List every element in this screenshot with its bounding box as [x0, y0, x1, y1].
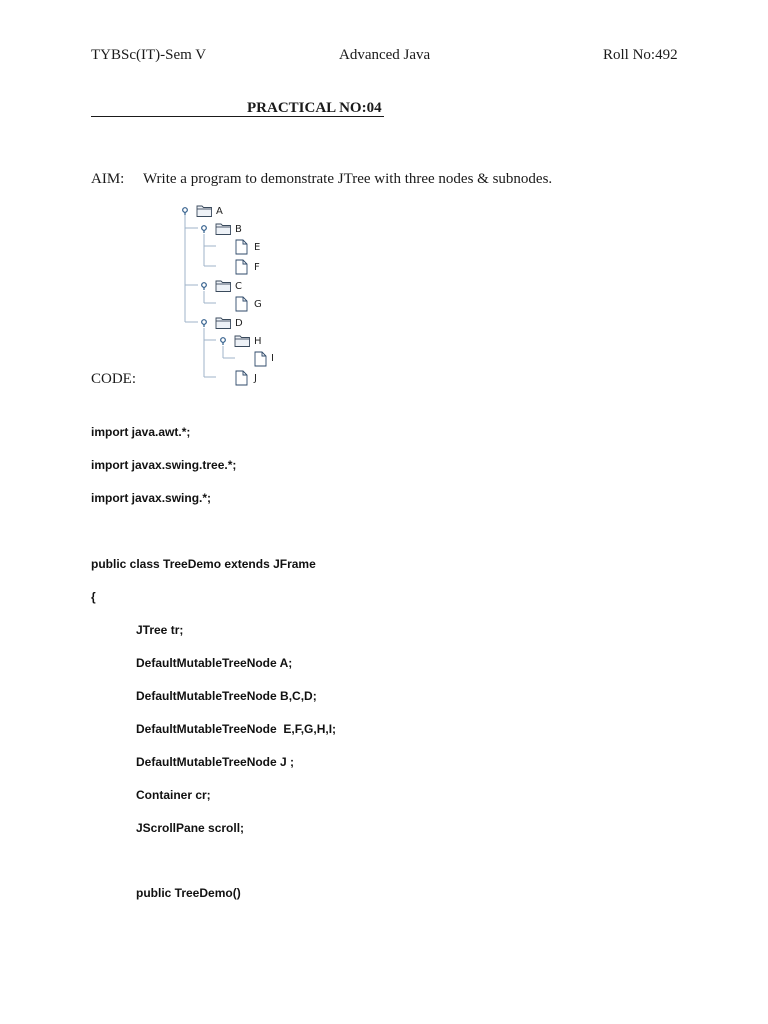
- jtree-figure: [170, 200, 290, 390]
- code-label: CODE:: [91, 371, 136, 387]
- document-icon: [236, 297, 247, 311]
- leaf-icons: [236, 240, 266, 385]
- code-line: DefaultMutableTreeNode B,C,D;: [136, 689, 317, 703]
- document-icon: [236, 371, 247, 385]
- tree-node-label: A: [216, 206, 223, 217]
- code-line: public TreeDemo(): [136, 886, 241, 900]
- code-line: JScrollPane scroll;: [136, 821, 245, 835]
- code-line: DefaultMutableTreeNode A;: [136, 656, 293, 670]
- tree-node-label: I: [271, 353, 274, 364]
- code-line: public class TreeDemo extends JFrame: [91, 557, 316, 571]
- aim-label: AIM:: [91, 171, 125, 187]
- tree-node-label: H: [254, 336, 262, 347]
- expand-handle-icon: [202, 226, 207, 233]
- folder-icon: [216, 281, 231, 292]
- folder-icon: [197, 206, 212, 217]
- expand-handle-icon: [221, 338, 226, 345]
- tree-node-label: F: [254, 262, 260, 273]
- aim-text: Write a program to demonstrate JTree with three nodes & subnodes.: [143, 171, 553, 187]
- document-icon: [255, 352, 266, 366]
- tree-node-label: G: [254, 299, 262, 310]
- tree-node-label: B: [235, 224, 242, 235]
- tree-node-label: D: [235, 318, 243, 329]
- expand-handle-icon: [183, 208, 188, 215]
- code-line: Container cr;: [136, 788, 211, 802]
- code-line: import javax.swing.*;: [91, 491, 212, 505]
- code-line: import javax.swing.tree.*;: [91, 458, 237, 472]
- folder-icon: [235, 336, 250, 347]
- folder-icon: [216, 318, 231, 329]
- expand-handle-icon: [202, 283, 207, 290]
- tree-node-label: C: [235, 281, 242, 292]
- document-icon: [236, 240, 247, 254]
- document-icon: [236, 260, 247, 274]
- practical-title: PRACTICAL NO:04: [247, 100, 382, 116]
- tree-node-label: J: [254, 373, 257, 384]
- code-line: DefaultMutableTreeNode E,F,G,H,I;: [136, 722, 337, 736]
- header-subject: Advanced Java: [339, 47, 431, 63]
- code-line: JTree tr;: [136, 623, 184, 637]
- code-line: import java.awt.*;: [91, 425, 191, 439]
- header-roll-no: Roll No:492: [603, 47, 678, 63]
- code-line: {: [91, 590, 96, 604]
- folder-icon: [216, 224, 231, 235]
- expand-handle-icon: [202, 320, 207, 327]
- header-course: TYBSc(IT)-Sem V: [91, 47, 207, 63]
- tree-node-label: E: [254, 242, 261, 253]
- tree-connectors: [185, 214, 235, 377]
- code-line: DefaultMutableTreeNode J ;: [136, 755, 295, 769]
